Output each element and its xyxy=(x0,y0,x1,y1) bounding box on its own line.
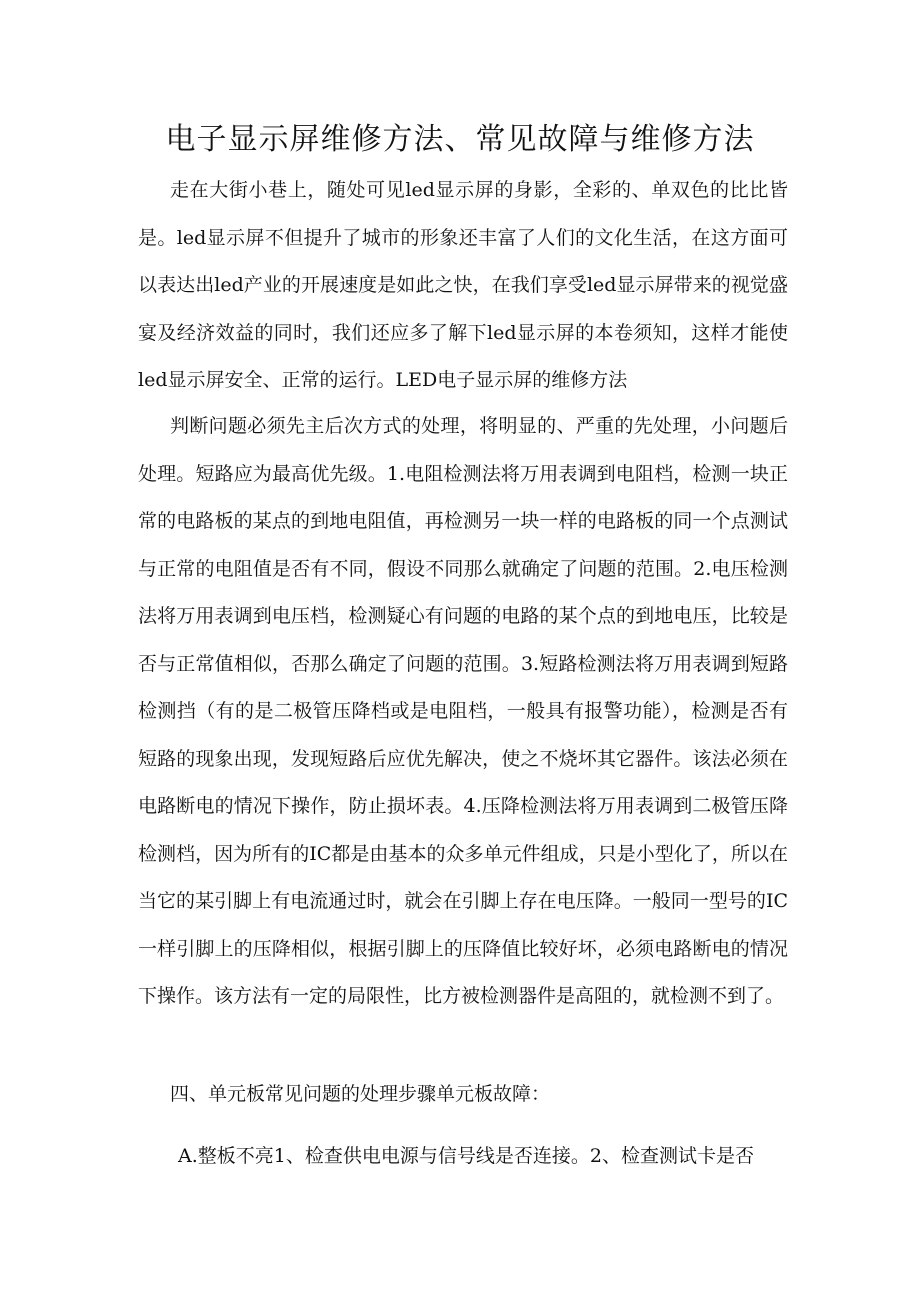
paragraph-detection-methods: 判断问题必须先主后次方式的处理，将明显的、严重的先处理，小问题后处理。短路应为最高优先级。1.电阻检测法将万用表调到电阻档，检测一块正常的电路板的某点的到地电阻值，再检测另一块一样的电路板的同一个点测试与正常的电阻值是否有不同，假设不同那么就确定了问题的范围。2.电压检测法将万用表调到电压档，检测疑心有问题的电路的某个点的到地电压，比较是否与正常值相似，否那么确定了问题的范围。3.短路检测法将万用表调到短路检测挡（有的是二极管压降档或是电阻档，一般具有报警功能），检测是否有短路的现象出现，发现短路后应优先解决，使之不烧坏其它器件。该法必须在电路断电的情况下操作，防止损坏表。4.压降检测法将万用表调到二极管压降检测档，因为所有的IC都是由基本的众多单元件组成，只是小型化了，所以在当它的某引脚上有电流通过时，就会在引脚上存在电压降。一般同一型号的IC一样引脚上的压降相似，根据引脚上的压降值比较好坏，必须电路断电的情况下操作。该方法有一定的局限性，比方被检测器件是高阻的，就检测不到了。 xyxy=(138,415,788,1007)
paragraph-board-not-lit: A.整板不亮1、检查供电电源与信号线是否连接。2、检查测试卡是否 xyxy=(178,1145,754,1167)
paragraph-intro: 走在大街小巷上，随处可见led显示屏的身影，全彩的、单双色的比比皆是。led显示屏不但提升了城市的形象还丰富了人们的文化生活，在这方面可以表达出led产业的开展速度是如此之快，在我们享受led显示屏带来的视觉盛宴及经济效益的同时，我们还应多了解下led显示屏的本卷须知，这样才能使led显示屏安全、正常的运行。LED电子显示屏的维修方法 xyxy=(138,179,788,391)
paragraph-section-heading: 四、单元板常见问题的处理步骤单元板故障： xyxy=(170,1083,551,1105)
document-title: 电子显示屏维修方法、常见故障与维修方法 xyxy=(165,122,755,157)
